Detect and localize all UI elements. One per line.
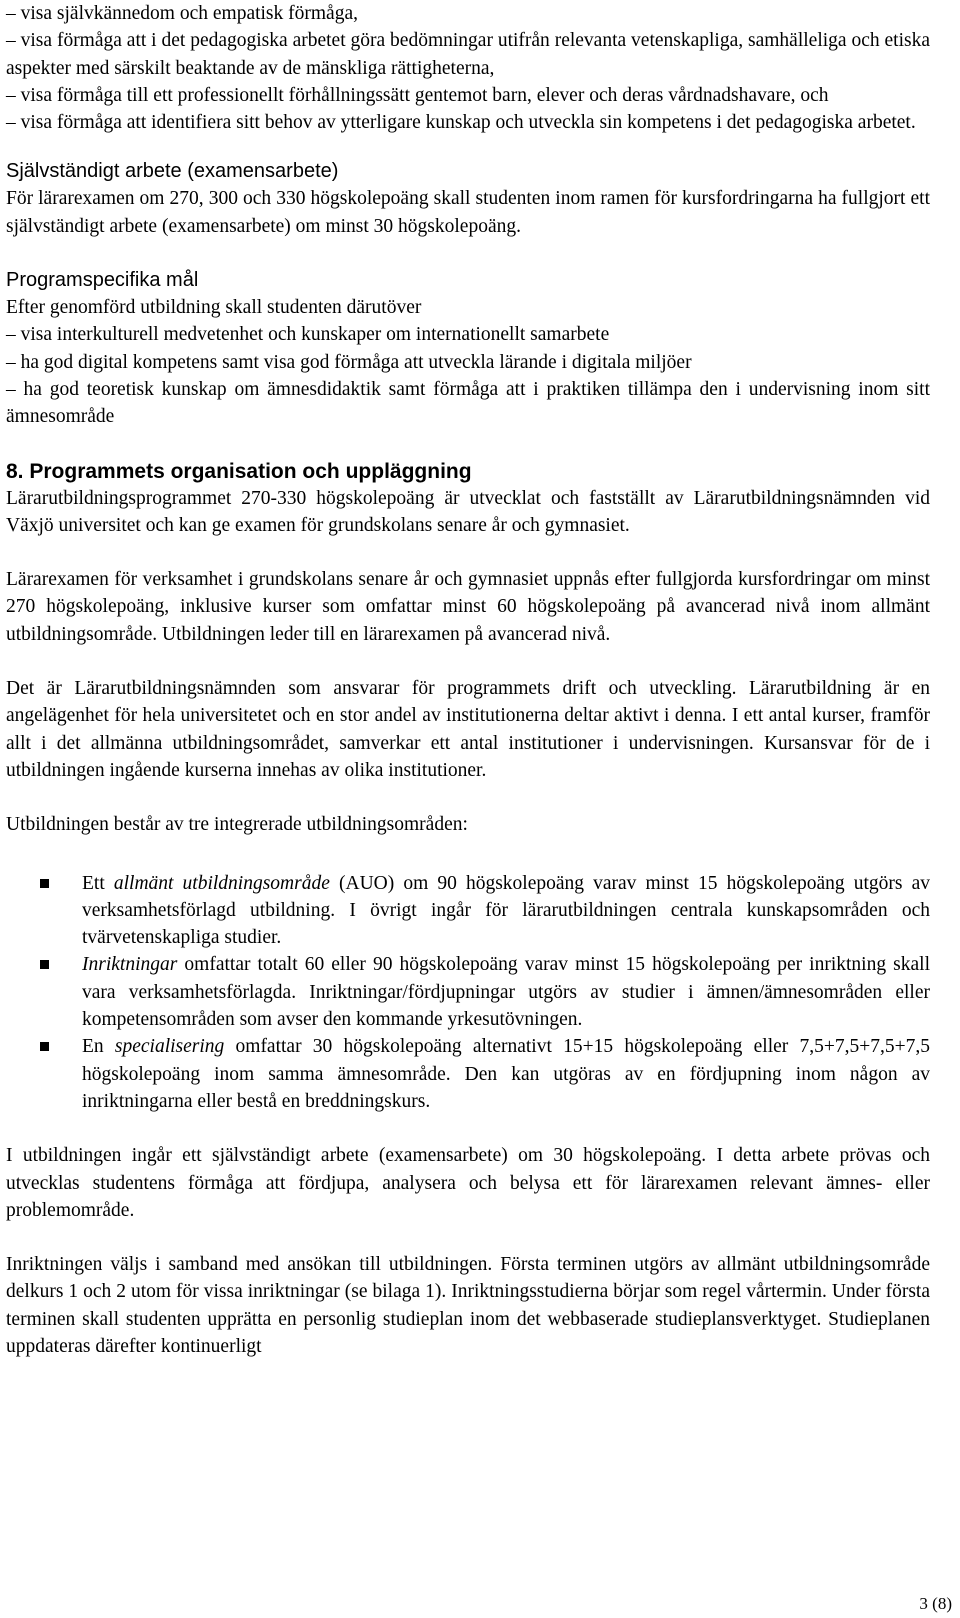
emphasis: specialisering xyxy=(114,1036,225,1058)
square-bullet-icon xyxy=(40,879,49,888)
paragraph: Inriktningen väljs i samband med ansökan till utbildningen. Första terminen utgörs av allmänt utbildningsområde delkurs 1 och 2 utom för vissa inriktningar (se bilaga 1). Inriktningsstudierna börjar som regel vårtermin. Under första terminen skall studenten upprätta en personlig studieplan inom det webbaserade studieplansverktyget. Studieplanen uppdateras därefter kontinuerligt xyxy=(6,1254,930,1357)
paragraph: Lärarutbildningsprogrammet 270-330 högskolepoäng är utvecklat och fastställt av Lärarutbildningsnämnden vid Växjö universitet och kan ge examen för grundskolans senare år och gymnasiet. xyxy=(6,487,930,536)
list-item: Inriktningar omfattar totalt 60 eller 90 högskolepoäng varav minst 15 högskolepoäng per inriktning skall vara verksamhetsförlagda. Inriktningar/fördjupningar utgörs av studier i ämnen/ämnesområden eller kompetensområden som avser den kommande yrkesutövningen. xyxy=(6,951,930,1033)
paragraph: Utbildningen består av tre integrerade utbildningsområden: xyxy=(6,814,468,836)
list-item: En specialisering omfattar 30 högskolepoäng alternativt 15+15 högskolepoäng eller 7,5+7,5+7,5+7,5 högskolepoäng inom samma ämnesområde. Den kan utgöras av en fördjupning inom någon av inriktningarna eller bestå en breddningskurs. xyxy=(6,1033,930,1115)
program-goals-intro: Efter genomförd utbildning skall studenten därutöver xyxy=(6,297,422,319)
square-bullet-icon xyxy=(40,1042,49,1051)
list-item: – ha god teoretisk kunskap om ämnesdidaktik samt förmåga att i praktiken tillämpa den i undervisning inom sitt ämnesområde xyxy=(6,378,930,428)
paragraph: Det är Lärarutbildningsnämnden som ansvarar för programmets drift och utveckling. Lärarutbildning är en angelägenhet för hela universitetet och en stor andel av institutionerna deltar aktivt i denna. I ett antal kurser, framför allt i det allmänna utbildningsområdet, samverkar ett antal institutioner i undervisningen. Kursansvar för de i utbildningen ingående kurserna innehas av olika institutioner. xyxy=(6,678,930,781)
list-item: Ett allmänt utbildningsområde (AUO) om 90 högskolepoäng varav minst 15 högskolepoäng utgörs av verksamhetsförlagd utbildning. I övrigt ingår för lärarutbildningen centrala kunskapsområden och tvärvetenskapliga studier. xyxy=(6,870,930,952)
emphasis: allmänt utbildningsområde xyxy=(113,872,330,894)
emphasis: Inriktningar xyxy=(82,954,178,976)
education-areas-list xyxy=(6,870,930,1116)
section-8-heading xyxy=(6,458,930,485)
independent-work-text: För lärarexamen om 270, 300 och 330 högskolepoäng skall studenten inom ramen för kursfordringarna ha fullgjort ett självständigt arbete (examensarbete) om minst 30 högskolepoäng. xyxy=(6,188,930,237)
section-title: Programmets organisation och uppläggning xyxy=(29,459,472,483)
list-item: – visa förmåga att i det pedagogiska arbetet göra bedömningar utifrån relevanta vetenskapliga, samhälleliga och etiska aspekter med särskilt beaktande av de mänskliga rättigheterna, xyxy=(6,30,930,79)
list-item: – ha god digital kompetens samt visa god förmåga att utveckla lärande i digitala miljöer xyxy=(6,351,692,373)
list-item: – visa interkulturell medvetenhet och kunskaper om internationellt samarbete xyxy=(6,324,610,346)
paragraph: Lärarexamen för verksamhet i grundskolans senare år och gymnasiet uppnås efter fullgjorda kursfordringar om minst 270 högskolepoäng, inklusive kurser som omfattar minst 60 högskolepoäng på avancerad nivå inom allmänt utbildningsområde. Utbildningen leder till en lärarexamen på avancerad nivå. xyxy=(6,569,930,645)
independent-work-heading: Självständigt arbete (examensarbete) xyxy=(6,160,339,183)
list-item: – visa förmåga att identifiera sitt behov av ytterligare kunskap och utveckla sin kompetens i det pedagogiska arbetet. xyxy=(6,112,916,134)
competence-list xyxy=(6,0,930,136)
program-goals-heading: Programspecifika mål xyxy=(6,269,199,292)
list-item: – visa självkännedom och empatisk förmåga, xyxy=(6,3,358,24)
square-bullet-icon xyxy=(40,960,49,969)
section-number: 8. xyxy=(6,459,24,483)
paragraph: I utbildningen ingår ett självständigt arbete (examensarbete) om 30 högskolepoäng. I detta arbete prövas och utvecklas studentens förmåga att fördjupa, analysera och belysa ett för lärarexamen relevant ämnes- eller problemområde. xyxy=(6,1145,930,1221)
list-item: – visa förmåga till ett professionellt förhållningssätt gentemot barn, elever och deras vårdnadshavare, och xyxy=(6,84,829,106)
page-number: 3 (8) xyxy=(919,1594,952,1613)
